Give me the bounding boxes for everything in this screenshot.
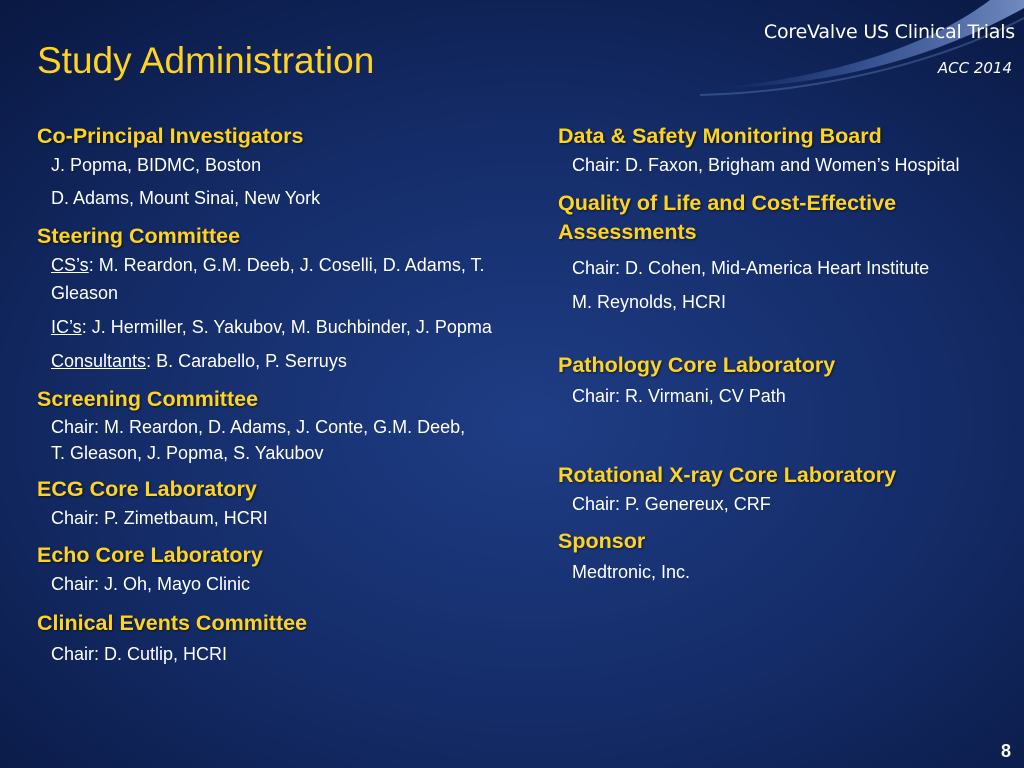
cs-text: : M. Reardon, G.M. Deeb, J. Coselli, D. Adams, T. Gleason <box>51 255 485 303</box>
ic-label: IC’s <box>51 317 82 337</box>
section-heading: ECG Core Laboratory <box>37 477 257 501</box>
section-item: Chair: D. Faxon, Brigham and Women’s Hospital <box>572 155 960 175</box>
section-item: Chair: J. Oh, Mayo Clinic <box>51 574 251 594</box>
section-item: Chair: D. Cohen, Mid-America Heart Institute <box>572 258 930 278</box>
consultants-text: : B. Carabello, P. Serruys <box>146 351 347 371</box>
section-heading: Sponsor <box>558 529 646 553</box>
section-item: Chair: D. Cutlip, HCRI <box>51 644 228 664</box>
section-data-safety-monitoring-board <box>558 122 998 179</box>
section-item: Chair: R. Virmani, CV Path <box>572 386 786 406</box>
section-heading: Rotational X-ray Core Laboratory <box>558 463 897 487</box>
cs-label: CS’s <box>51 255 89 275</box>
section-item: Medtronic, Inc. <box>572 562 691 582</box>
steering-cs-item <box>37 251 497 307</box>
section-ecg-core-lab <box>37 475 497 532</box>
section-clinical-events-committee <box>37 609 497 668</box>
section-pathology-core-lab <box>558 351 998 410</box>
event-label: ACC 2014 <box>937 59 1012 77</box>
section-heading: Co-Principal Investigators <box>37 124 304 148</box>
section-echo-core-lab <box>37 541 497 598</box>
steering-ic-item <box>37 313 497 341</box>
section-heading: Clinical Events Committee <box>37 611 308 635</box>
brand-title: CoreValve US Clinical Trials <box>763 21 1015 43</box>
left-column <box>37 122 497 668</box>
section-heading: Data & Safety Monitoring Board <box>558 124 882 148</box>
right-column <box>558 122 998 586</box>
consultants-label: Consultants <box>51 351 147 371</box>
section-item: Chair: P. Zimetbaum, HCRI <box>51 508 268 528</box>
section-item: D. Adams, Mount Sinai, New York <box>51 188 321 208</box>
section-heading: Pathology Core Laboratory <box>558 353 836 377</box>
ic-text: : J. Hermiller, S. Yakubov, M. Buchbinder, J. Popma <box>81 317 492 337</box>
section-heading: Steering Committee <box>37 224 241 248</box>
steering-consultants-item <box>37 347 497 375</box>
section-quality-of-life <box>558 189 998 316</box>
section-item: Chair: M. Reardon, D. Adams, J. Conte, G.M. Deeb, T. Gleason, J. Popma, S. Yakubov <box>51 417 466 463</box>
section-item: Chair: P. Genereux, CRF <box>572 494 771 514</box>
section-item: M. Reynolds, HCRI <box>572 292 727 312</box>
slide-title: Study Administration <box>37 40 375 81</box>
section-screening-committee <box>37 385 497 466</box>
page-number: 8 <box>1000 741 1011 761</box>
section-heading: Echo Core Laboratory <box>37 543 263 567</box>
section-heading: Quality of Life and Cost-Effective Assessments <box>558 191 897 244</box>
section-item: J. Popma, BIDMC, Boston <box>51 155 262 175</box>
section-steering-committee <box>37 222 497 375</box>
section-co-principal-investigators <box>37 122 497 212</box>
section-sponsor <box>558 527 998 586</box>
section-heading: Screening Committee <box>37 387 259 411</box>
section-rotational-xray-core-lab <box>558 461 998 518</box>
